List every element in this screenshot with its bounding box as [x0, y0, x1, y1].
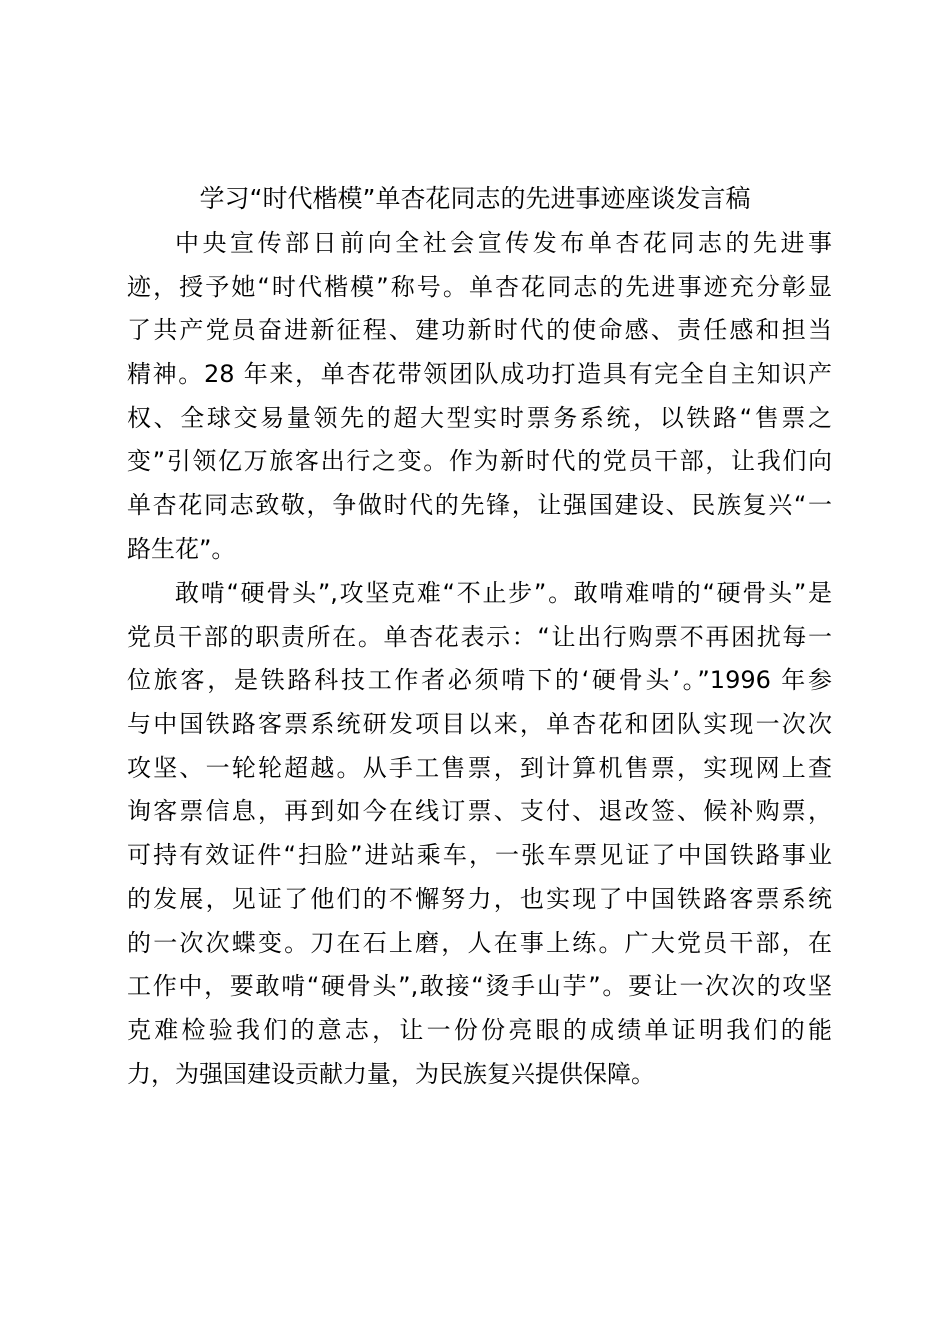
- paragraph-line: 可持有效证件“扫脸”进站乘车，一张车票见证了中国铁路事业: [127, 841, 832, 870]
- paragraph-line: 与中国铁路客票系统研发项目以来，单杏花和团队实现一次次: [127, 710, 832, 739]
- paragraph-line: 变”引领亿万旅客出行之变。作为新时代的党员干部，让我们向: [127, 447, 832, 476]
- paragraph-line: 党员干部的职责所在。单杏花表示：“让出行购票不再困扰每一: [127, 622, 832, 651]
- paragraph-line: 的一次次蝶变。刀在石上磨，人在事上练。广大党员干部，在: [127, 928, 832, 957]
- paragraph-line: 工作中，要敢啃“硬骨头”,敢接“烫手山芋”。要让一次次的攻坚: [127, 972, 832, 1001]
- paragraph-line: 路生花”。: [127, 534, 236, 563]
- paragraph-line: 了共产党员奋进新征程、建功新时代的使命感、责任感和担当: [127, 316, 832, 345]
- paragraph-line: 单杏花同志致敬，争做时代的先锋，让强国建设、民族复兴“一: [127, 491, 832, 520]
- paragraph-line: 的发展，见证了他们的不懈努力，也实现了中国铁路客票系统: [127, 884, 832, 913]
- paragraph-line: 克难检验我们的意志，让一份份亮眼的成绩单证明我们的能: [127, 1015, 832, 1044]
- paragraph-line: 权、全球交易量领先的超大型实时票务系统，以铁路“售票之: [127, 403, 832, 432]
- paragraph-line: 中央宣传部日前向全社会宣传发布单杏花同志的先进事: [175, 229, 832, 257]
- paragraph-line: 敢啃“硬骨头”,攻坚克难“不止步”。敢啃难啃的“硬骨头”是: [175, 579, 832, 607]
- paragraph-line: 攻坚、一轮轮超越。从手工售票，到计算机售票，实现网上查: [127, 753, 832, 782]
- paragraph-line: 精神。28 年来，单杏花带领团队成功打造具有完全自主知识产: [127, 360, 832, 389]
- document-title: 学习“时代楷模”单杏花同志的先进事迹座谈发言稿: [199, 184, 751, 213]
- paragraph-line: 询客票信息，再到如今在线订票、支付、退改签、候补购票，: [127, 797, 832, 826]
- paragraph-line: 位旅客，是铁路科技工作者必须啃下的‘硬骨头’。”1996 年参: [127, 666, 832, 695]
- paragraph-line: 力，为强国建设贡献力量，为民族复兴提供保障。: [127, 1059, 655, 1088]
- paragraph-line: 迹，授予她“时代楷模”称号。单杏花同志的先进事迹充分彰显: [127, 272, 832, 301]
- paragraph-1: [127, 222, 832, 572]
- paragraph-2: [127, 572, 832, 1096]
